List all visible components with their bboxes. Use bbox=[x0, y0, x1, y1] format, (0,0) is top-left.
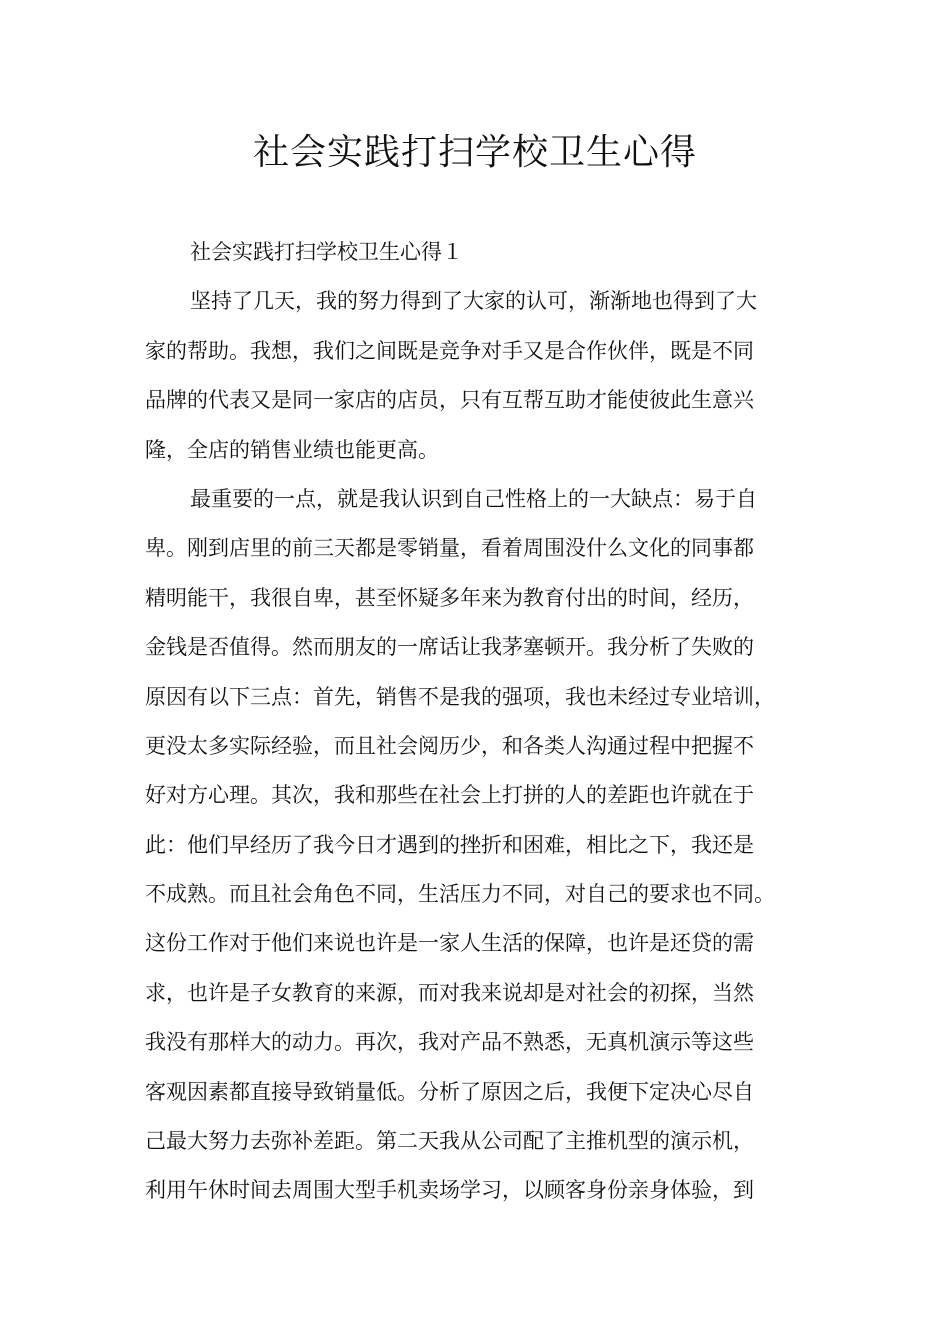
paragraph-line: 原因有以下三点：首先，销售不是我的强项，我也未经过专业培训， bbox=[145, 684, 775, 709]
paragraph-line: 家的帮助。我想，我们之间既是竞争对手又是合作伙伴，既是不同 bbox=[145, 338, 754, 363]
paragraph-line: 精明能干，我很自卑，甚至怀疑多年来为教育付出的时间，经历， bbox=[145, 585, 754, 610]
paragraph-line: 己最大努力去弥补差距。第二天我从公司配了主推机型的演示机， bbox=[145, 1129, 754, 1154]
paragraph-line: 最重要的一点，就是我认识到自己性格上的一大缺点：易于自 bbox=[190, 486, 757, 511]
paragraph-line: 不成熟。而且社会角色不同，生活压力不同，对自己的要求也不同。 bbox=[145, 882, 775, 907]
paragraph-line: 利用午休时间去周围大型手机卖场学习，以顾客身份亲身体验，到 bbox=[145, 1178, 754, 1203]
paragraph-line: 卑。刚到店里的前三天都是零销量，看着周围没什么文化的同事都 bbox=[145, 536, 754, 561]
section-heading: 社会实践打扫学校卫生心得１ bbox=[190, 240, 463, 264]
document-body bbox=[145, 228, 817, 1216]
paragraph-line: 隆，全店的销售业绩也能更高。 bbox=[145, 437, 439, 462]
document-title: 社会实践打扫学校卫生心得 bbox=[252, 132, 697, 173]
paragraph-line: 我没有那样大的动力。再次，我对产品不熟悉，无真机演示等这些 bbox=[145, 1030, 754, 1055]
paragraph-line: 这份工作对于他们来说也许是一家人生活的保障，也许是还贷的需 bbox=[145, 931, 754, 956]
paragraph-line: 好对方心理。其次，我和那些在社会上打拼的人的差距也许就在于 bbox=[145, 783, 754, 808]
paragraph-line: 客观因素都直接导致销量低。分析了原因之后，我便下定决心尽自 bbox=[145, 1079, 754, 1104]
paragraph-line: 此：他们早经历了我今日才遇到的挫折和困难，相比之下，我还是 bbox=[145, 832, 754, 857]
paragraph-line: 更没太多实际经验，而且社会阅历少，和各类人沟通过程中把握不 bbox=[145, 733, 754, 758]
paragraph-line: 品牌的代表又是同一家店的店员，只有互帮互助才能使彼此生意兴 bbox=[145, 388, 754, 413]
paragraph-line: 坚持了几天，我的努力得到了大家的认可，渐渐地也得到了大 bbox=[190, 289, 757, 314]
paragraph-line: 金钱是否值得。然而朋友的一席话让我茅塞顿开。我分析了失败的 bbox=[145, 635, 754, 660]
paragraph-line: 求，也许是子女教育的来源，而对我来说却是对社会的初探，当然 bbox=[145, 980, 754, 1005]
